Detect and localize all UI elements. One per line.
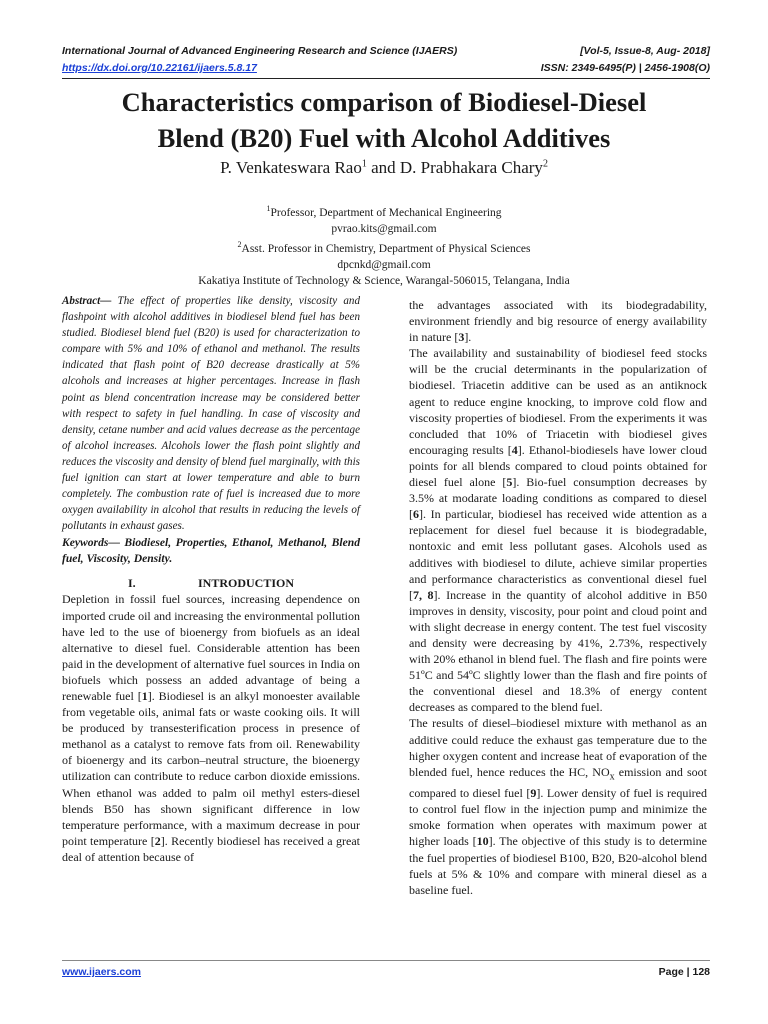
author-1-sup: 1: [361, 158, 367, 170]
email-1[interactable]: pvrao.kits@gmail.com: [331, 223, 437, 236]
footer-divider: [62, 960, 710, 961]
affil-2: Asst. Professor in Chemistry, Department of Physical Sciences: [241, 243, 531, 256]
intro-paragraph-1-cont: the advantages associated with its biodegradability, environment friendly and big resource of energy availability in nature [3].: [409, 298, 707, 345]
issue-info: [Vol-5, Issue-8, Aug- 2018]: [580, 45, 710, 57]
title-line-2: Blend (B20) Fuel with Alcohol Additives: [157, 123, 611, 153]
intro-paragraph-2: The availability and sustainability of biodiesel feed stocks will be the crucial determinants in the popularization of biodiesel. Triacetin additive can be used as an antiknock agent to reduce engine knocking, to improve cold flow and viscosity properties of biodiesel. From the experiments it was concluded that 10% of Triacetin with biodiesel gives encouraging results [4]. Ethanol-biodiesels have lower cloud points for all blends compared to cloud points obtained for diesel fuel alone [5]. Bio-fuel consumption decreases by 3.5% at modarate loading conditions as compared to diesel [6]. In particular, biodiesel has received wide attention as a replacement for diesel fuel because it is biodegradable, nontoxic and emit less pollutant gases. Alcohols used as additives with biodiesel to dilute, achieve similar properties and performance characteristics as conventional diesel fuel [7, 8]. Increase in the quantity of alcohol additive in B50 improves in density, viscosity, pour point and cloud point and with slight decrease in energy content. The test fuel viscosity and density were decreasing by 41%, 2.73%, respectively with 20% ethanol in blend fuel. The flash and fire points were 51ºC and 54ºC slightly lower than the flash and fire points of the conventional diesel and 18.3% of energy content decreases as compared to the blend fuel.: [409, 346, 708, 715]
keywords: Keywords— Biodiesel, Properties, Ethanol, Methanol, Blend fuel, Viscosity, Density.: [62, 536, 360, 566]
abstract-label: Abstract—: [62, 295, 112, 307]
abstract-text: The effect of properties like density, viscosity and flashpoint with alcohol additives in biodiesel blend fuel has been studied. Biodiesel blend fuel (B20) is used for characterization to compare with 5% and 10% of ethanol and methanol. The results indicated that flash point of B20 decrease drastically at 5% alcohols and increases at higher percentages. Increase in flash point as blend concentration increase may be considered better with respect to safety in fuel handling. In case of viscosity and density, cetane number and acid values decrease as the percentage of alcohol increases. Alcohols lower the flash point slightly and reduces the viscosity and density of blend fuel marginally, with this fuel ignition can start at lower temperature and able to burn completely. The combustion rate of fuel is increased due to more oxygen availability in alcohol that results in reducing the levels of pollutants in exhaust gases.: [62, 295, 360, 533]
website-link[interactable]: www.ijaers.com: [62, 966, 141, 978]
section-heading: [62, 575, 360, 591]
citation[interactable]: 4: [511, 442, 518, 457]
right-column: [409, 297, 707, 898]
intro-paragraph-3: The results of diesel–biodiesel mixture with methanol as an additive could reduce the exhaust gas temperature due to the higher oxygen content and increase heat of evaporation of the blended fuel, hence reduces the HC, $NO_x$ emission and soot compared to diesel fuel [9]. Lower density of fuel is required to control fuel flow in the injection pump and minimize the smoke formation when operates with maximum power at higher loads [10]. The objective of this study is to determine the fuel properties of biodiesel B100, B20, B20-alcohol blend fuels at 5% & 10% and compare with mineral diesel as a baseline fuel.: [409, 716, 707, 897]
author-1: P. Venkateswara Rao: [220, 158, 362, 177]
institution: Kakatiya Institute of Technology & Science, Warangal-506015, Telangana, India: [198, 275, 570, 288]
citation[interactable]: 5: [506, 475, 513, 490]
citation[interactable]: 1: [141, 688, 148, 703]
section-number: I.: [127, 576, 136, 591]
header-divider: [62, 78, 710, 79]
authors: [0, 158, 768, 178]
paper-title: [60, 84, 708, 156]
journal-name: International Journal of Advanced Engineering Research and Science (IJAERS): [62, 45, 458, 57]
section-title: INTRODUCTION: [197, 576, 294, 591]
affil-1: Professor, Department of Mechanical Engineering: [270, 206, 502, 219]
affiliations: [0, 201, 768, 290]
citation[interactable]: 6: [413, 507, 419, 522]
affil-1-sup: 1: [266, 204, 271, 213]
doi-link[interactable]: https://dx.doi.org/10.22161/ijaers.5.8.17: [62, 62, 257, 74]
author-2-sup: 2: [542, 158, 548, 170]
citation[interactable]: 9: [530, 786, 537, 801]
page-number: Page | 128: [658, 966, 710, 978]
abstract: [62, 293, 360, 534]
email-2[interactable]: dpcnkd@gmail.com: [337, 259, 431, 272]
title-line-1: Characteristics comparison of Biodiesel-Diesel: [121, 87, 647, 117]
citation[interactable]: 7, 8: [413, 587, 434, 602]
affil-2-sup: 2: [237, 240, 242, 250]
intro-paragraph-1: Depletion in fossil fuel sources, increasing dependence on imported crude oil and increasing the environmental pollution have led to the use of bioenergy from biofuels as an ideal alternative to diesel fuel. Considerable attention has been paid in the development of alternative fuel sources in India on biofuels which possess an added advantage of being a renewable fuel [1]. Biodiesel is an alkyl monoester available from vegetable oils, animal fats or waste cooking oils. It will be produced by transesterification process in presence of methanol as a catalyst to remove fats from oil. Renewability of bioenergy and its carbon–neutral structure, the bioenergy utilization can contribute to reduce carbon dioxide emissions. When ethanol was added to palm oil methyl esters-diesel blends B50 has shown significant difference in low temperature performance, with a maximum decrease in pour point temperature [2]. Recently biodiesel has received a great deal of attention because of: [62, 592, 360, 864]
citation[interactable]: 2: [154, 833, 161, 848]
issn-info: ISSN: 2349-6495(P) | 2456-1908(O): [540, 62, 710, 74]
citation[interactable]: 3: [458, 330, 465, 345]
author-2: D. Prabhakara Chary: [399, 158, 543, 177]
left-column: [62, 293, 360, 865]
citation[interactable]: 10: [476, 834, 489, 849]
author-and: and: [366, 158, 400, 177]
